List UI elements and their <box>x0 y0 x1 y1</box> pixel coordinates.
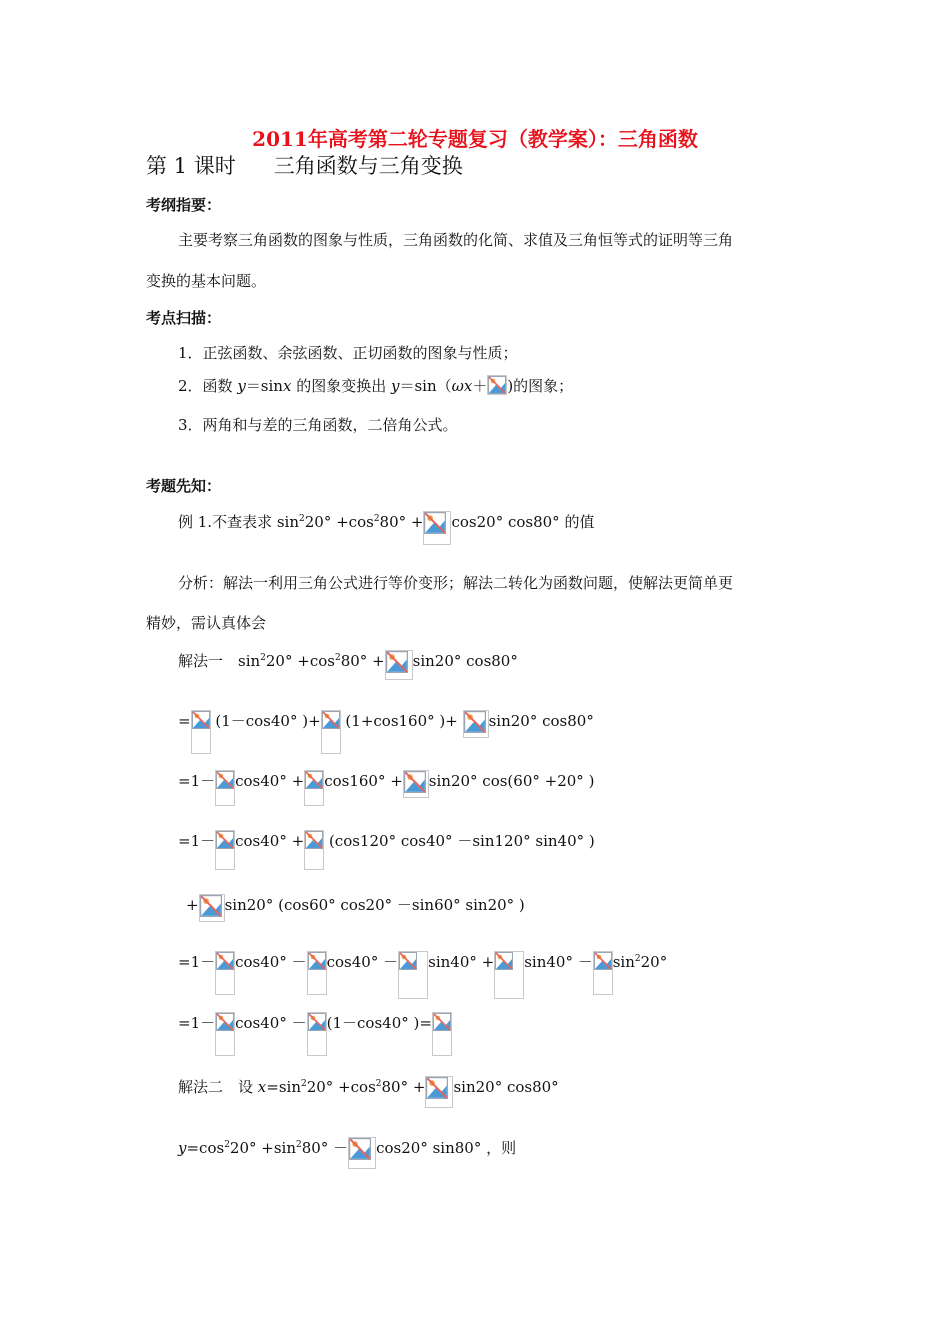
broken-image-icon <box>425 1076 453 1108</box>
broken-image-icon <box>432 1012 452 1056</box>
example-1: 例 1.不查表求 $\sin^220^\circ +\cos^280^\circ$ + cos20° cos80° 的值 <box>178 511 594 545</box>
broken-image-icon <box>463 710 489 738</box>
broken-image-icon <box>494 951 524 999</box>
broken-image-icon <box>215 830 235 870</box>
broken-image-icon <box>215 951 235 995</box>
broken-image-icon <box>304 770 324 806</box>
method-1-step1: = (1－cos40° )+ (1+cos160° )+ sin20° cos80° <box>178 710 594 754</box>
document-title: 2011年高考第二轮专题复习（教学案）：三角函数 <box>252 127 698 151</box>
method-2-y-def: $y=\cos^220^\circ +\sin^280^\circ$ － cos20° sin80° ，则 <box>178 1137 516 1169</box>
broken-image-icon <box>215 770 235 806</box>
broken-image-icon <box>398 951 428 999</box>
scan-item-1: 1．正弦函数、余弦函数、正切函数的图象与性质； <box>178 344 518 362</box>
broken-image-icon <box>307 1012 327 1056</box>
broken-image-icon <box>304 830 324 870</box>
broken-image-icon <box>593 951 613 995</box>
lesson-heading <box>146 150 463 180</box>
method-1-step6: =1－ cos40° － (1－cos40° )= <box>178 1012 452 1056</box>
broken-image-icon <box>348 1137 376 1169</box>
broken-image-icon <box>215 1012 235 1056</box>
outline-paragraph-line1: 主要考察三角函数的图象与性质，三角函数的化简、求值及三角恒等式的证明等三角 <box>178 231 734 249</box>
method-2-intro: 解法二 设 $x=\sin^220^\circ +\cos^280^\circ$ + sin20° cos80° <box>178 1076 559 1108</box>
method-1-step4: + sin20° (cos60° cos20° －sin60° sin20° ) <box>186 894 525 922</box>
scan-item-3: 3．两角和与差的三角函数，二倍角公式。 <box>178 416 458 434</box>
method-1-step3: =1－ cos40° + (cos120° cos40° －sin120° sin40° ) <box>178 830 595 870</box>
method-1-step5: =1－ cos40° － cos40° － sin40° + sin40° － $\sin^220^\circ$ <box>178 951 667 999</box>
section-heading-preview: 考题先知： <box>146 477 222 495</box>
lesson-number: 第 1 课时 <box>146 154 236 178</box>
broken-image-icon <box>423 511 451 545</box>
analysis-line2: 精妙，需认真体会 <box>146 614 267 632</box>
broken-image-icon <box>321 710 341 754</box>
broken-image-icon <box>487 375 507 395</box>
method-1-step2: =1－ cos40° + cos160° + sin20° cos(60° +20° ) <box>178 770 594 806</box>
broken-image-icon <box>191 710 211 754</box>
broken-image-icon <box>385 650 413 680</box>
broken-image-icon <box>199 894 225 922</box>
lesson-name: 三角函数与三角变换 <box>273 154 463 178</box>
scan-item-2: 2．函数 y＝sinx 的图象变换出 y＝sin（ωx＋ )的图象； <box>178 377 574 395</box>
analysis-line1: 分析：解法一利用三角公式进行等价变形；解法二转化为函数问题，使解法更简单更 <box>178 574 734 592</box>
broken-image-icon <box>307 951 327 995</box>
method-1-intro: 解法一 $\sin^220^\circ +\cos^280^\circ$ + sin20° cos80° <box>178 650 518 680</box>
section-heading-scan: 考点扫描： <box>146 309 222 327</box>
broken-image-icon <box>403 770 429 798</box>
outline-paragraph-line2: 变换的基本问题。 <box>146 272 267 290</box>
section-heading-outline: 考纲指要： <box>146 196 222 214</box>
